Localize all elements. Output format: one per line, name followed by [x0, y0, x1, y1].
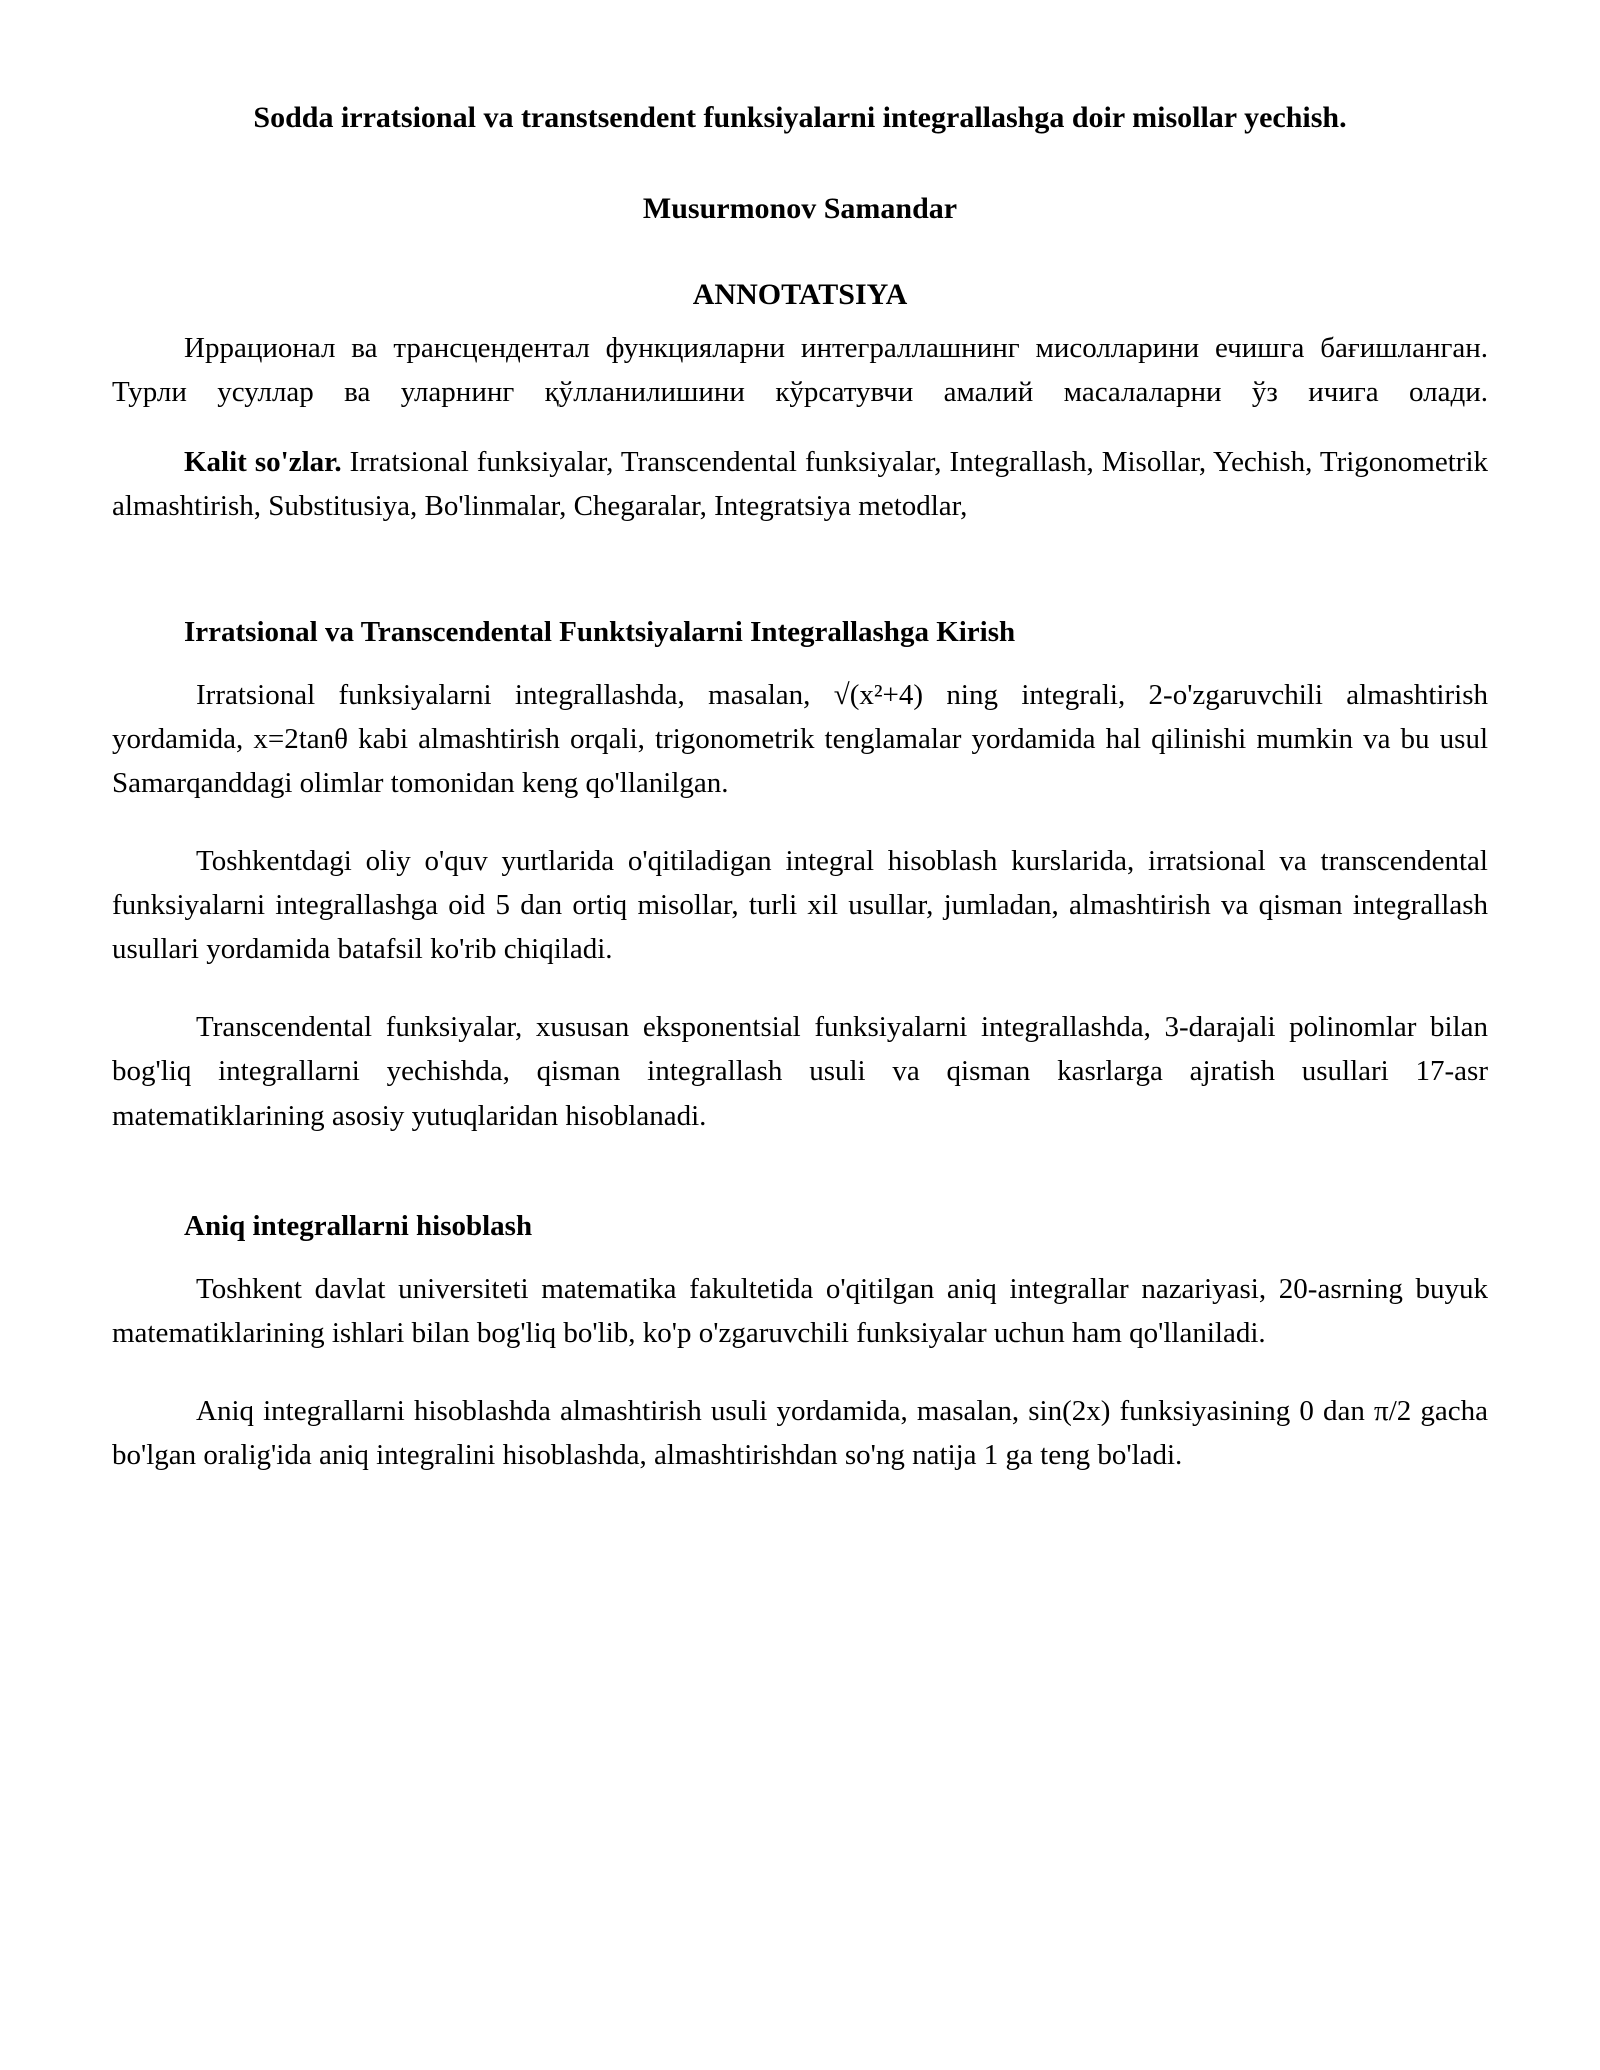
- keywords-text: Irratsional funksiyalar, Transcendental funksiyalar, Integrallash, Misollar, Yechish, Trigonometrik almashtirish, Substitusiya, Bo'linmalar, Chegaralar, Integratsiya metodlar,: [112, 445, 1489, 522]
- author-name: Musurmonov Samandar: [642, 191, 958, 225]
- section-paragraph: Toshkentdagi oliy o'quv yurtlarida o'qitiladigan integral hisoblash kurslarida, irratsional va transcendental funksiyalarni integrallashga oid 5 dan ortiq misollar, turli xil usullar, jumladan, almashtirish va qisman integrallash usullari yordamida batafsil ko'rib chiqiladi.: [112, 845, 1488, 966]
- section-paragraph: Aniq integrallarni hisoblashda almashtirish usuli yordamida, masalan, sin(2x) funksiyasining 0 dan π/2 gacha bo'lgan oralig'ida aniq integralini hisoblashda, almashtirishdan so'ng natija 1 ga teng bo'ladi.: [112, 1394, 1488, 1471]
- annotation-heading: ANNOTATSIYA: [692, 277, 908, 311]
- section-paragraph: Toshkent davlat universiteti matematika fakultetida o'qitilgan aniq integrallar nazariyasi, 20-asrning buyuk matematiklarining ishlari bilan bog'liq bo'lib, ko'p o'zgaruvchili funksiyalar uchun ham qo'llaniladi.: [112, 1272, 1488, 1349]
- keywords-label: Kalit so'zlar.: [184, 445, 342, 478]
- section-heading-definite-integrals: Aniq integrallarni hisoblash: [184, 1209, 533, 1242]
- section-paragraph: Transcendental funksiyalar, xususan eksponentsial funksiyalarni integrallashda, 3-darajali polinomlar bilan bog'liq integrallarni yechishda, qisman integrallash usuli va qisman kasrlarga ajratish usullari 17-asr matematiklarining asosiy yutuqlaridan hisoblanadi.: [112, 1011, 1488, 1132]
- section-heading-intro: Irratsional va Transcendental Funktsiyalarni Integrallashga Kirish: [184, 615, 1016, 648]
- section-paragraph: Irratsional funksiyalarni integrallashda, masalan, √(x²+4) ning integrali, 2-o'zgaruvchili almashtirish yordamida, x=2tanθ kabi almashtirish orqali, trigonometrik tenglamalar yordamida hal qilinishi mumkin va bu usul Samarqanddagi olimlar tomonidan keng qo'llanilgan.: [112, 678, 1488, 800]
- page-title: Sodda irratsional va transtsendent funksiyalarni integrallashga doir misollar yechish.: [253, 101, 1347, 134]
- keywords-paragraph: [112, 440, 1488, 528]
- annotation-body: Иррационал ва трансцендентал функцияларни интеграллашнинг мисолларини ечишга бағишланган. Турли усуллар ва уларнинг қўлланилишини кўрсатувчи амалий масалаларни ўз ичига олади.: [112, 331, 1488, 408]
